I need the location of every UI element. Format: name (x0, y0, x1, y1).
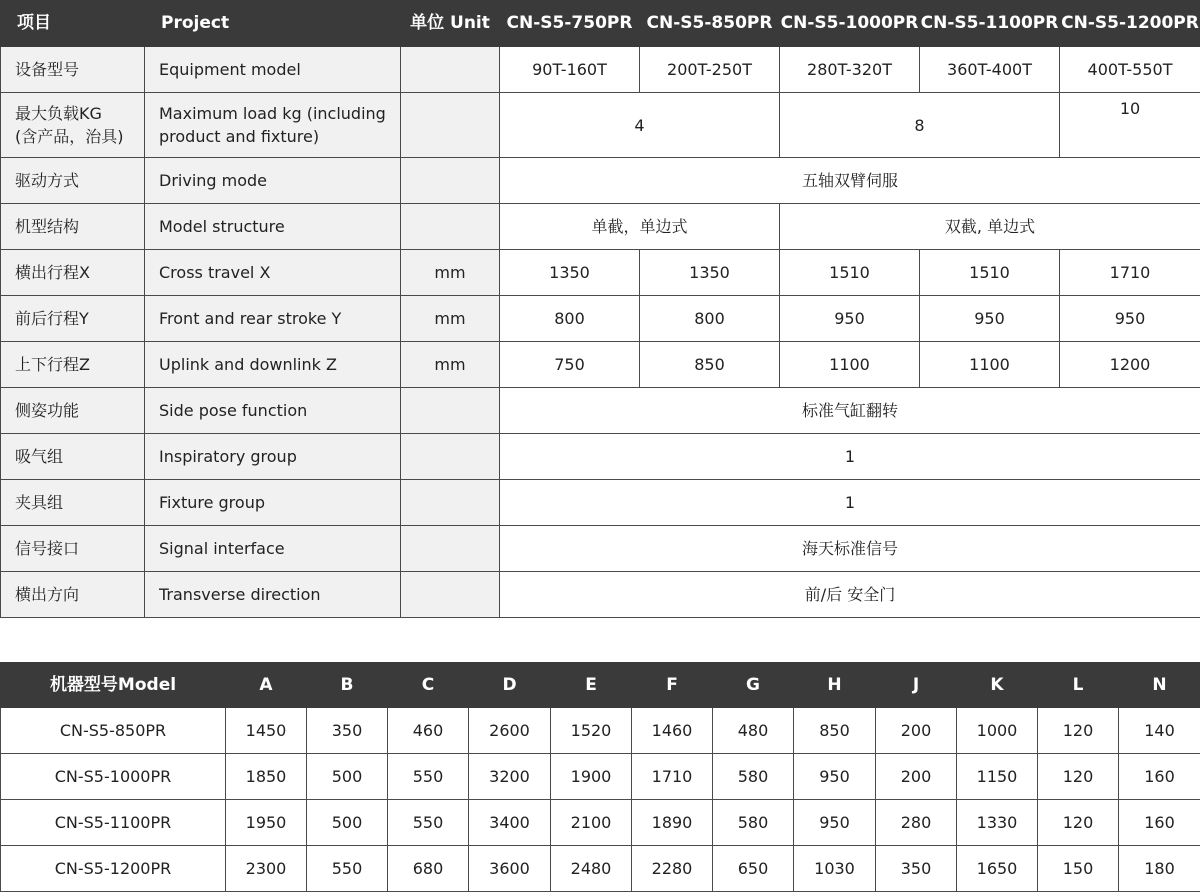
dimension-header-model: 机器型号Model (1, 663, 226, 708)
dimension-value: 3600 (469, 846, 551, 892)
dimension-value: 350 (876, 846, 957, 892)
dimension-value: 2480 (551, 846, 632, 892)
row-inspiratory-group (1, 434, 1200, 480)
row-label-cn: 设备型号 (1, 47, 145, 93)
dimension-value: 1710 (632, 754, 713, 800)
dimension-value: 2300 (226, 846, 307, 892)
dimension-header: A (226, 663, 307, 708)
cell-value: 海天标准信号 (500, 526, 1200, 572)
dimension-value: 1890 (632, 800, 713, 846)
dimension-value: 550 (388, 754, 469, 800)
cell-value: 750 (500, 342, 640, 388)
dimension-value: 1650 (957, 846, 1038, 892)
cell-value: 双截, 单边式 (780, 204, 1200, 250)
dimension-header: G (713, 663, 794, 708)
row-model-name: CN-S5-1200PR (1, 846, 226, 892)
row-unit (401, 47, 500, 93)
row-max-load (1, 93, 1200, 158)
dimension-value: 160 (1119, 754, 1200, 800)
cell-value: 五轴双臂伺服 (500, 158, 1200, 204)
row-unit (401, 204, 500, 250)
cell-value: 1510 (920, 250, 1060, 296)
cell-value: 1100 (780, 342, 920, 388)
dimension-header: E (551, 663, 632, 708)
cell-value: 950 (920, 296, 1060, 342)
header-model: CN-S5-750PR (500, 1, 640, 47)
row-model-name: CN-S5-1000PR (1, 754, 226, 800)
row-label-en: Signal interface (145, 526, 401, 572)
row-label-en: Transverse direction (145, 572, 401, 618)
row-unit (401, 93, 500, 158)
row-unit: mm (401, 250, 500, 296)
row-label-cn: 上下行程Z (1, 342, 145, 388)
dimension-value: 680 (388, 846, 469, 892)
row-uplink-downlink (1, 342, 1200, 388)
dimension-value: 1900 (551, 754, 632, 800)
dimension-value: 1450 (226, 708, 307, 754)
row-label-cn: 信号接口 (1, 526, 145, 572)
dimension-value: 500 (307, 754, 388, 800)
dimension-value: 550 (388, 800, 469, 846)
row-cross-travel (1, 250, 1200, 296)
spec-header-row (1, 1, 1200, 47)
cell-value: 1510 (780, 250, 920, 296)
cell-value: 1 (500, 434, 1200, 480)
row-unit: mm (401, 342, 500, 388)
dimension-value: 120 (1038, 800, 1119, 846)
dimension-header: L (1038, 663, 1119, 708)
dimension-body (1, 708, 1200, 892)
header-unit: 单位 Unit (401, 1, 500, 47)
row-label-cn: 横出方向 (1, 572, 145, 618)
row-label-cn: 吸气组 (1, 434, 145, 480)
dimension-value: 950 (794, 754, 876, 800)
cell-value: 单截，单边式 (500, 204, 780, 250)
dimension-value: 2100 (551, 800, 632, 846)
dimension-value: 180 (1119, 846, 1200, 892)
row-label-en: Inspiratory group (145, 434, 401, 480)
dimension-value: 1330 (957, 800, 1038, 846)
dimension-value: 950 (794, 800, 876, 846)
dimension-value: 580 (713, 754, 794, 800)
cell-value: 400T-550T (1060, 47, 1200, 93)
row-label-en: Maximum load kg (including product and fixture) (145, 93, 401, 158)
dimension-value: 480 (713, 708, 794, 754)
cell-value: 1200 (1060, 342, 1200, 388)
dimension-value: 500 (307, 800, 388, 846)
dimension-value: 850 (794, 708, 876, 754)
row-model-structure (1, 204, 1200, 250)
dimension-value: 120 (1038, 708, 1119, 754)
dimension-value: 1030 (794, 846, 876, 892)
row-unit (401, 526, 500, 572)
row-unit: mm (401, 296, 500, 342)
dimension-header: F (632, 663, 713, 708)
cell-value: 1350 (500, 250, 640, 296)
cell-value: 标准气缸翻转 (500, 388, 1200, 434)
row-label-en: Driving mode (145, 158, 401, 204)
dimension-value: 1950 (226, 800, 307, 846)
dimension-value: 1520 (551, 708, 632, 754)
header-model: CN-S5-1000PR (780, 1, 920, 47)
row-label-cn: 驱动方式 (1, 158, 145, 204)
dimension-value: 1150 (957, 754, 1038, 800)
row-unit (401, 480, 500, 526)
row-unit (401, 434, 500, 480)
row-side-pose (1, 388, 1200, 434)
table-row (1, 800, 1200, 846)
header-model: CN-S5-850PR (640, 1, 780, 47)
row-label-en: Front and rear stroke Y (145, 296, 401, 342)
dimension-value: 2600 (469, 708, 551, 754)
table-row (1, 708, 1200, 754)
row-label-en: Fixture group (145, 480, 401, 526)
dimension-value: 1460 (632, 708, 713, 754)
dimension-header: D (469, 663, 551, 708)
row-unit (401, 572, 500, 618)
cell-value: 1710 (1060, 250, 1200, 296)
cell-value: 10 (1060, 93, 1200, 158)
header-project-en: Project (145, 1, 401, 47)
row-driving-mode (1, 158, 1200, 204)
row-label-cn: 前后行程Y (1, 296, 145, 342)
row-label-cn: 侧姿功能 (1, 388, 145, 434)
row-front-rear-stroke (1, 296, 1200, 342)
cell-value: 950 (780, 296, 920, 342)
row-label-en: Side pose function (145, 388, 401, 434)
cell-value: 950 (1060, 296, 1200, 342)
dimension-value: 280 (876, 800, 957, 846)
dimension-value: 200 (876, 754, 957, 800)
dimension-value: 160 (1119, 800, 1200, 846)
row-label-en: Model structure (145, 204, 401, 250)
dimension-header: B (307, 663, 388, 708)
dimension-value: 200 (876, 708, 957, 754)
row-label-cn: 最大负载KG (含产品，治具) (1, 93, 145, 158)
dimension-value: 650 (713, 846, 794, 892)
dimension-value: 1850 (226, 754, 307, 800)
row-unit (401, 388, 500, 434)
row-label-en: Cross travel X (145, 250, 401, 296)
dimension-header: J (876, 663, 957, 708)
cell-value: 360T-400T (920, 47, 1060, 93)
header-model: CN-S5-1100PR (920, 1, 1060, 47)
dimension-value: 120 (1038, 754, 1119, 800)
dimension-value: 1000 (957, 708, 1038, 754)
row-label-cn: 机型结构 (1, 204, 145, 250)
header-model: CN-S5-1200PR (1060, 1, 1200, 47)
dimension-value: 550 (307, 846, 388, 892)
dimension-header-row (1, 663, 1200, 708)
row-unit (401, 158, 500, 204)
cell-value: 1100 (920, 342, 1060, 388)
dimension-value: 150 (1038, 846, 1119, 892)
dimension-value: 3200 (469, 754, 551, 800)
cell-value: 800 (640, 296, 780, 342)
table-row (1, 846, 1200, 892)
header-project-cn: 项目 (1, 1, 145, 47)
cell-value: 280T-320T (780, 47, 920, 93)
row-label-cn: 横出行程X (1, 250, 145, 296)
table-row (1, 754, 1200, 800)
row-fixture-group (1, 480, 1200, 526)
dimension-value: 140 (1119, 708, 1200, 754)
row-equipment-model (1, 47, 1200, 93)
dimension-header: C (388, 663, 469, 708)
dimension-value: 460 (388, 708, 469, 754)
cell-value: 8 (780, 93, 1060, 158)
dimension-value: 350 (307, 708, 388, 754)
cell-value: 1 (500, 480, 1200, 526)
row-signal-interface (1, 526, 1200, 572)
dimension-value: 580 (713, 800, 794, 846)
row-label-cn: 夹具组 (1, 480, 145, 526)
cell-value: 4 (500, 93, 780, 158)
dimension-value: 2280 (632, 846, 713, 892)
row-model-name: CN-S5-850PR (1, 708, 226, 754)
dimension-value: 3400 (469, 800, 551, 846)
dimension-header: H (794, 663, 876, 708)
dimension-header: K (957, 663, 1038, 708)
cell-value: 前/后 安全门 (500, 572, 1200, 618)
cell-value: 800 (500, 296, 640, 342)
cell-value: 90T-160T (500, 47, 640, 93)
dimension-header: N (1119, 663, 1200, 708)
cell-value: 200T-250T (640, 47, 780, 93)
row-transverse-direction (1, 572, 1200, 618)
row-label-en: Equipment model (145, 47, 401, 93)
cell-value: 1350 (640, 250, 780, 296)
row-label-en: Uplink and downlink Z (145, 342, 401, 388)
cell-value: 850 (640, 342, 780, 388)
dimension-table (0, 662, 1200, 892)
row-model-name: CN-S5-1100PR (1, 800, 226, 846)
